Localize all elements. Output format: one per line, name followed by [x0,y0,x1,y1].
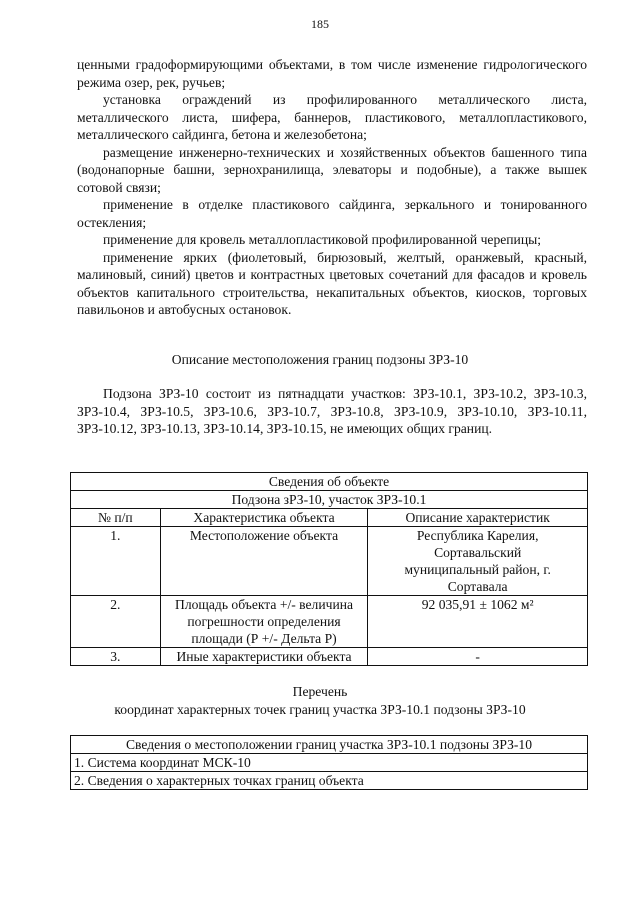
body-text [77,56,587,319]
paragraph-3: размещение инженерно-технических и хозяйственных объектов башенного типа (водонапорные башни, зернохранилища, элеваторы и подобные), а также вышек сотовой связи; [77,144,587,195]
coords-row [71,754,588,772]
table-row [71,527,588,596]
coords-row [71,772,588,790]
cell-description: - [368,648,588,666]
table-row [71,648,588,666]
boundary-points-info: 2. Сведения о характерных точках границ объекта [71,772,588,790]
paragraph-1: ценными градоформирующими объектами, в том числе изменение гидрологического режима озер, рек, ручьев; [77,57,587,90]
coords-table-title: Сведения о местоположении границ участка ЗРЗ-10.1 подзоны ЗРЗ-10 [71,736,588,754]
cell-number: 3. [71,648,161,666]
cell-characteristic: Местоположение объекта [160,527,368,596]
cell-characteristic: Иные характеристики объекта [160,648,368,666]
cell-characteristic: Площадь объекта +/- величина погрешности определения площади (Р +/- Дельта Р) [160,596,368,648]
header-description: Описание характеристик [368,509,588,527]
coordinate-system: 1. Система координат МСК-10 [71,754,588,772]
paragraph-5: применение для кровель металлопластиковой профилированной черепицы; [103,232,542,247]
table-title: Сведения об объекте [71,473,588,491]
header-number: № п/п [71,509,161,527]
table-subtitle: Подзона зРЗ-10, участок ЗРЗ-10.1 [71,491,588,509]
cell-number: 2. [71,596,161,648]
header-characteristic: Характеристика объекта [160,509,368,527]
table-row [71,596,588,648]
object-info-table [70,472,588,666]
paragraph-6: применение ярких (фиолетовый, бирюзовый, желтый, оранжевый, красный, малиновый, синий) цветов и контрастных цветовых сочетаний для фасадов и кровель объектов капитального строительства, некапитальных объектов, киосков, торговых павильонов и автобусных остановок. [77,249,587,317]
page-number: 185 [311,17,329,31]
table-subtitle-row [71,491,588,509]
coordinates-table [70,735,588,790]
list-heading-title: Перечень [292,684,348,699]
list-heading [0,683,640,719]
cell-description: Республика Карелия, Сортавальский муниципальный район, г. Сортавала [368,527,588,596]
section-heading: Описание местоположения границ подзоны ЗРЗ-10 [171,352,469,367]
table-title-row [71,473,588,491]
paragraph-2: установка ограждений из профилированного металлического листа, металлического листа, шифера, баннеров, пластикового, металлопластикового, металлического сайдинга, бетона и железобетона; [77,92,587,142]
cell-number: 1. [71,527,161,596]
cell-description: 92 035,91 ± 1062 м² [368,596,588,648]
list-heading-subtitle: координат характерных точек границ участка ЗРЗ-10.1 подзоны ЗРЗ-10 [114,702,526,717]
paragraph-4: применение в отделке пластикового сайдинга, зеркального и тонированного остекления; [77,197,587,230]
table-header-row [71,509,588,527]
coords-title-row [71,736,588,754]
intro-paragraph: Подзона ЗРЗ-10 состоит из пятнадцати участков: ЗРЗ-10.1, ЗРЗ-10.2, ЗРЗ-10.3, ЗРЗ-10.4, ЗРЗ-10.5, ЗРЗ-10.6, ЗРЗ-10.7, ЗРЗ-10.8, ЗРЗ-10.9, ЗРЗ-10.10, ЗРЗ-10.11, ЗРЗ-10.12, ЗРЗ-10.13, ЗРЗ-10.14, ЗРЗ-10.15, не имеющих общих границ. [77,386,587,436]
